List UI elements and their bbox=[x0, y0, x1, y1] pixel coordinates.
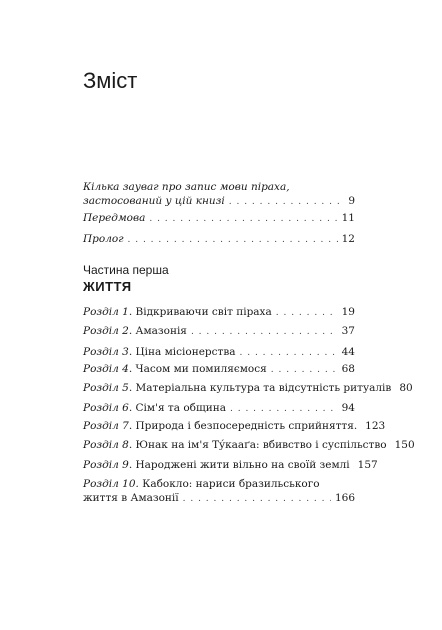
entry-page: 9 bbox=[348, 195, 355, 207]
part-label: Частина перша bbox=[83, 263, 169, 277]
leader-dots bbox=[240, 346, 338, 360]
toc-entry-chapter-8[interactable] bbox=[83, 438, 415, 453]
part-name: ЖИТТЯ bbox=[83, 279, 132, 294]
chapter-number: Розділ 10. bbox=[83, 478, 139, 490]
chapter-number: Розділ 7. bbox=[83, 420, 133, 432]
entry-title-line1: Кілька зауваг про запис мови піраха, bbox=[83, 181, 290, 193]
chapter-title-line2: життя в Амазонії bbox=[83, 492, 179, 504]
chapter-page: 44 bbox=[341, 346, 355, 358]
chapter-title: Сім'я та община bbox=[135, 402, 226, 414]
chapter-title: Юнак на ім'я Тýкааґа: вбивство і суспільство bbox=[135, 439, 387, 451]
chapter-number: Розділ 4. bbox=[83, 363, 133, 375]
page-title: Зміст bbox=[83, 68, 138, 93]
toc-entry-foreword[interactable] bbox=[83, 211, 355, 226]
toc-entry-chapter-4[interactable] bbox=[83, 362, 355, 377]
leader-dots bbox=[230, 402, 338, 416]
leader-dots bbox=[183, 492, 331, 506]
chapter-number: Розділ 1. bbox=[83, 306, 133, 318]
toc-entry-chapter-5[interactable] bbox=[83, 381, 413, 396]
chapter-page: 37 bbox=[341, 325, 355, 337]
chapter-title-line1: Кабокло: нариси бразильського bbox=[142, 478, 320, 490]
toc-entry-chapter-10[interactable] bbox=[83, 477, 355, 506]
chapter-title: Амазонія bbox=[135, 325, 187, 337]
leader-dots bbox=[149, 212, 337, 226]
chapter-number: Розділ 6. bbox=[83, 402, 133, 414]
entry-page: 11 bbox=[341, 212, 355, 224]
entry-title: Передмова bbox=[83, 212, 146, 224]
chapter-number: Розділ 2. bbox=[83, 325, 133, 337]
leader-dots bbox=[229, 195, 345, 209]
chapter-title: Відкриваючи світ піраха bbox=[135, 306, 272, 318]
toc-entry-chapter-3[interactable] bbox=[83, 345, 355, 360]
chapter-number: Розділ 5. bbox=[83, 382, 133, 394]
chapter-title: Ціна місіонерства bbox=[135, 346, 236, 358]
toc-entry-chapter-6[interactable] bbox=[83, 401, 355, 416]
chapter-page: 19 bbox=[341, 306, 355, 318]
chapter-number: Розділ 8. bbox=[83, 439, 133, 451]
chapter-title: Природа і безпосередність сприйняття. bbox=[135, 420, 358, 432]
chapter-title: Матеріальна культура та відсутність ритуалів bbox=[135, 382, 392, 394]
chapter-page: 68 bbox=[341, 363, 355, 375]
toc-entry-chapter-2[interactable] bbox=[83, 324, 355, 339]
leader-dots bbox=[191, 325, 338, 339]
leader-dots bbox=[276, 306, 338, 320]
toc-entry-chapter-9[interactable] bbox=[83, 458, 378, 473]
leader-dots bbox=[271, 363, 338, 377]
chapter-title: Часом ми помиляємося bbox=[135, 363, 267, 375]
toc-entry-notes[interactable] bbox=[83, 180, 355, 209]
entry-page: 12 bbox=[341, 233, 355, 245]
toc-entry-prologue[interactable] bbox=[83, 232, 355, 247]
chapter-number: Розділ 3. bbox=[83, 346, 133, 358]
entry-title-line2: застосований у цій книзі bbox=[83, 195, 225, 207]
chapter-number: Розділ 9. bbox=[83, 459, 133, 471]
chapter-page: 166 bbox=[334, 492, 355, 504]
leader-dots bbox=[128, 233, 338, 247]
chapter-page: 150 bbox=[394, 439, 415, 451]
chapter-page: 123 bbox=[365, 420, 386, 432]
entry-title: Пролог bbox=[83, 233, 124, 245]
toc-entry-chapter-1[interactable] bbox=[83, 305, 355, 320]
chapter-page: 80 bbox=[399, 382, 413, 394]
chapter-title: Народжені жити вільно на своїй землі bbox=[135, 459, 350, 471]
chapter-page: 94 bbox=[341, 402, 355, 414]
chapter-page: 157 bbox=[357, 459, 378, 471]
toc-entry-chapter-7[interactable] bbox=[83, 419, 386, 434]
